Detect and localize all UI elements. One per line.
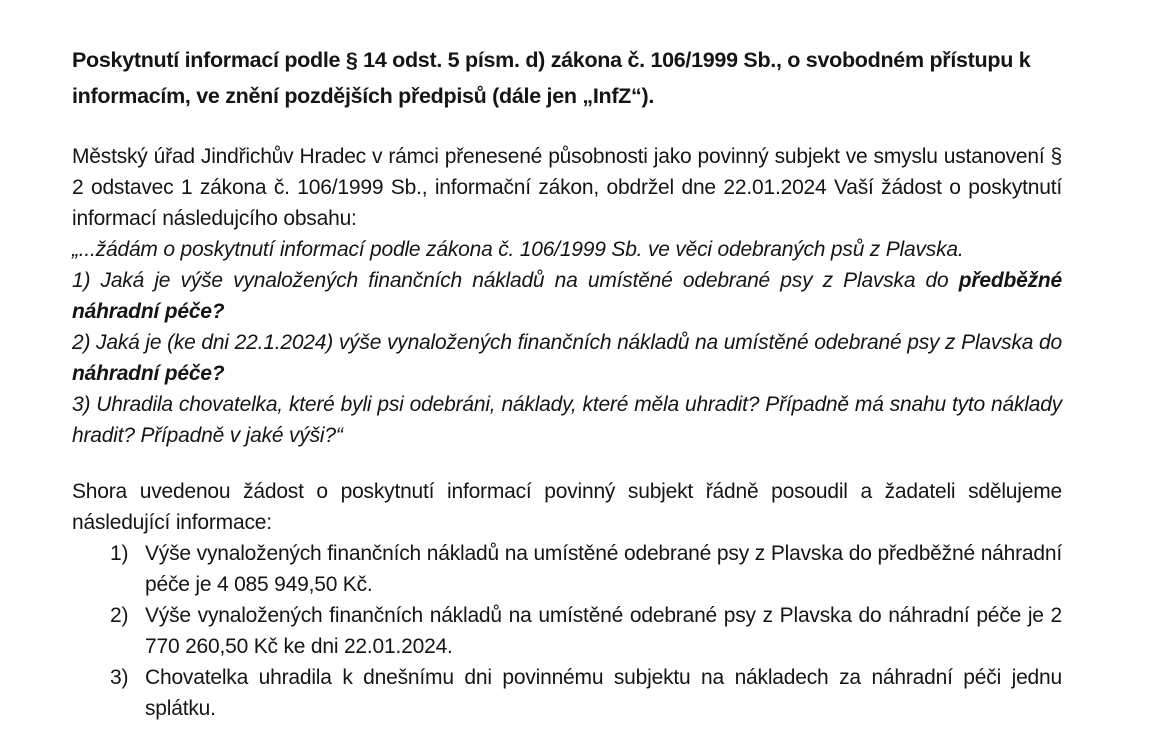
quote-paragraph-3 xyxy=(72,327,1062,389)
intro-paragraph: Městský úřad Jindřichův Hradec v rámci přenesené působnosti jako povinný subjekt ve smyslu ustanovení § 2 odstavec 1 zákona č. 106/1999 Sb., informační zákon, obdržel dne 22.01.2024 Vaší žádost o poskytnutí informací následujcího obsahu: xyxy=(72,145,1062,230)
document-title: Poskytnutí informací podle § 14 odst. 5 písm. d) zákona č. 106/1999 Sb., o svobodném přístupu k informacím, ve znění pozdějších předpisů (dále jen „InfZ“). xyxy=(72,48,1031,108)
text-run: 3) Uhradila chovatelka, které byli psi odebráni, náklady, které měla uhradit? Případně má snahu tyto náklady hradit? Případně v jaké výši?“ xyxy=(72,393,1062,447)
answer-item-2 xyxy=(72,600,1062,662)
answer-item-3 xyxy=(72,662,1062,724)
answer-text: Výše vynaložených finančních nákladů na umístěné odebrané psy z Plavska do náhradní péče je 2 770 260,50 Kč ke dni 22.01.2024. xyxy=(145,604,1062,658)
answer-number: 3) xyxy=(110,666,129,689)
text-run: 2) Jaká je (ke dni 22.1.2024) výše vynaložených finančních nákladů na umístěné odebrané psy z Plavska do xyxy=(72,331,1062,354)
response-intro: Shora uvedenou žádost o poskytnutí informací povinný subjekt řádně posoudil a žadateli sdělujeme následující informace: xyxy=(72,480,1062,534)
answer-number: 2) xyxy=(110,604,129,627)
document-page xyxy=(72,42,1062,724)
answers-list xyxy=(72,538,1062,724)
text-run: náhradní péče? xyxy=(72,362,225,385)
text-run: 1) Jaká je výše vynaložených finančních nákladů na umístěné odebrané psy z Plavska do xyxy=(72,269,959,292)
text-run: předběžné náhradní péče? xyxy=(72,269,1062,323)
request-quote-block xyxy=(72,234,1062,451)
quote-paragraph-1 xyxy=(72,234,1062,265)
answer-number: 1) xyxy=(110,542,129,565)
answer-text: Výše vynaložených finančních nákladů na umístěné odebrané psy z Plavska do předběžné náhradní péče je 4 085 949,50 Kč. xyxy=(145,542,1062,596)
text-run: „...žádám o poskytnutí informací podle zákona č. 106/1999 Sb. ve věci odebraných psů z Plavska. xyxy=(72,238,964,261)
quote-paragraph-4 xyxy=(72,389,1062,451)
answer-item-1 xyxy=(72,538,1062,600)
quote-paragraph-2 xyxy=(72,265,1062,327)
answer-text: Chovatelka uhradila k dnešnímu dni povinnému subjektu na nákladech za náhradní péči jednu splátku. xyxy=(145,666,1062,720)
